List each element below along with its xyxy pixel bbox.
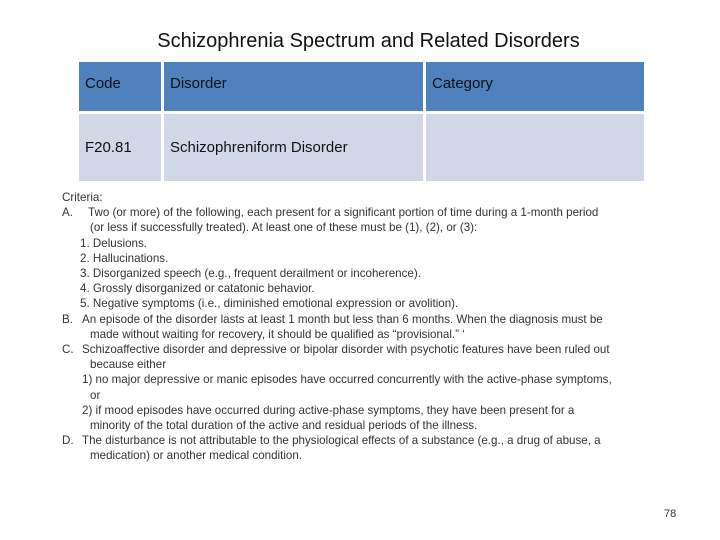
cell-code: F20.81 <box>79 114 161 181</box>
page-title: Schizophrenia Spectrum and Related Disorders <box>157 30 580 52</box>
criterion-b-label: B. <box>62 312 73 326</box>
criterion-c-text-6: minority of the total duration of the active and residual periods of the illness. <box>90 419 478 433</box>
criterion-d-line-1 <box>62 433 702 448</box>
criterion-a-text-1: Two (or more) of the following, each present for a significant portion of time during a 1-month period <box>88 206 599 220</box>
criterion-c-text-3: 1) no major depressive or manic episodes have occurred concurrently with the active-phase symptoms, <box>82 373 612 387</box>
criterion-d-label: D. <box>62 434 74 448</box>
criterion-b-text-1: An episode of the disorder lasts at least 1 month but less than 6 months. When the diagnosis must be <box>82 312 603 326</box>
criterion-c-text-1: Schizoaffective disorder and depressive or bipolar disorder with psychotic features have been ruled out <box>82 343 610 357</box>
table-row <box>79 114 644 181</box>
criterion-c-label: C. <box>62 343 74 357</box>
criterion-a-item-5: 5. Negative symptoms (i.e., diminished emotional expression or avolition). <box>80 297 459 311</box>
header-disorder: Disorder <box>164 62 423 111</box>
criterion-a-item-3: 3. Disorganized speech (e.g., frequent derailment or incoherence). <box>80 267 421 281</box>
criterion-c-text-4: or <box>90 388 101 402</box>
disorder-table <box>76 59 647 184</box>
criterion-a-text-2: (or less if successfully treated). At least one of these must be (1), (2), or (3): <box>90 221 478 235</box>
cell-category <box>426 114 644 181</box>
cell-disorder: Schizophreniform Disorder <box>164 114 423 181</box>
criterion-c-line-1 <box>62 342 702 357</box>
header-code: Code <box>79 62 161 111</box>
criterion-c-text-5: 2) if mood episodes have occurred during active-phase symptoms, they have been present for a <box>82 403 575 417</box>
criterion-d-text-2: medication) or another medical condition. <box>90 449 303 463</box>
criterion-b-text-2: made without waiting for recovery, it should be qualified as “provisional.” ‘ <box>90 327 465 341</box>
criterion-c-text-2: because either <box>90 358 167 372</box>
header-category: Category <box>426 62 644 111</box>
criteria-section <box>62 190 702 464</box>
criterion-a-item-1: 1. Delusions. <box>80 236 148 250</box>
criterion-a-line-1 <box>62 205 702 220</box>
page-number: 78 <box>664 508 677 520</box>
criterion-a-item-2: 2. Hallucinations. <box>80 251 169 265</box>
criterion-a-label: A. <box>62 206 73 220</box>
table-header-row <box>79 62 644 111</box>
criterion-b-line-1 <box>62 312 702 327</box>
criterion-d-text-1: The disturbance is not attributable to the physiological effects of a substance (e.g., a drug of abuse, a <box>82 434 601 448</box>
criterion-a-item-4: 4. Grossly disorganized or catatonic behavior. <box>80 282 315 296</box>
criteria-heading: Criteria: <box>62 191 103 204</box>
